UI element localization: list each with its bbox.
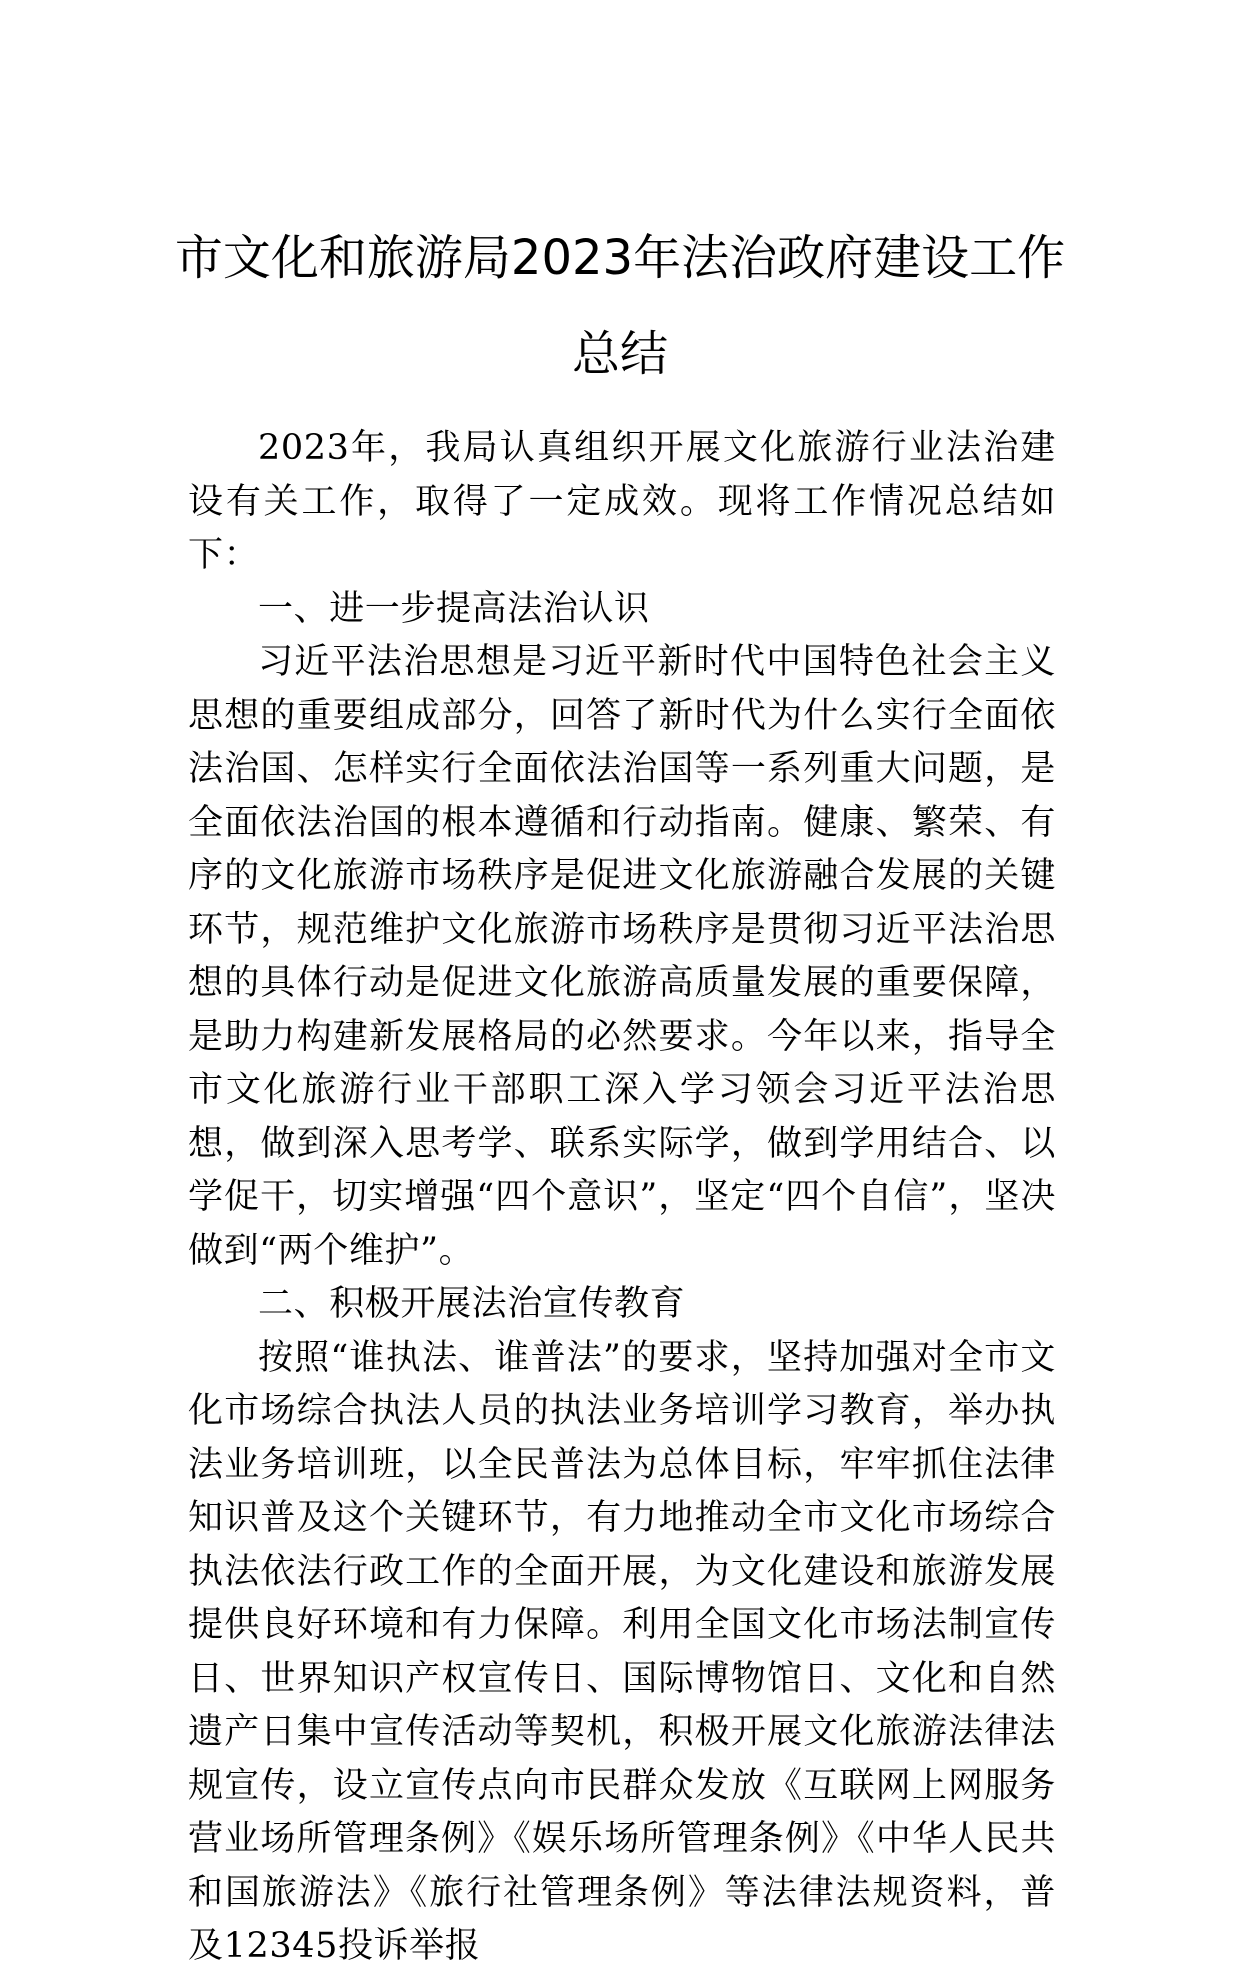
intro-paragraph: 2023年，我局认真组织开展文化旅游行业法治建设有关工作，取得了一定成效。现将工作情况总结如下： [188, 428, 1056, 575]
document-title-line-1: 市文化和旅游局2023年法治政府建设工作 [174, 230, 1066, 286]
section-heading-1: 一、进一步提高法治认识 [258, 588, 650, 629]
document-body [188, 422, 1056, 1974]
section-heading-2: 二、积极开展法治宣传教育 [258, 1284, 686, 1324]
section-1-paragraph: 习近平法治思想是习近平新时代中国特色社会主义思想的重要组成部分，回答了新时代为什么实行全面依法治国、怎样实行全面依法治国等一系列重大问题，是全面依法治国的根本遵循和行动指南。健康、繁荣、有序的文化旅游市场秩序是促进文化旅游融合发展的关键环节，规范维护文化旅游市场秩序是贯彻习近平法治思想的具体行动是促进文化旅游高质量发展的重要保障，是助力构建新发展格局的必然要求。今年以来，指导全市文化旅游行业干部职工深入学习领会习近平法治思想，做到深入思考学、联系实际学，做到学用结合、以学促干，切实增强“四个意识”，坚定“四个自信”，坚决做到“两个维护”。 [188, 642, 1056, 1271]
document-title [160, 210, 1080, 402]
section-2-paragraph: 按照“谁执法、谁普法”的要求，坚持加强对全市文化市场综合执法人员的执法业务培训学习教育，举办执法业务培训班，以全民普法为总体目标，牢牢抓住法律知识普及这个关键环节，有力地推动全市文化市场综合执法依法行政工作的全面开展，为文化建设和旅游发展提供良好环境和有力保障。利用全国文化市场法制宣传日、世界知识产权宣传日、国际博物馆日、文化和自然遗产日集中宣传活动等契机，积极开展文化旅游法律法规宣传，设立宣传点向市民群众发放《互联网上网服务营业场所管理条例》《娱乐场所管理条例》《中华人民共和国旅游法》《旅行社管理条例》等法律法规资料，普及12345投诉举报 [188, 1337, 1056, 1966]
document-title-line-2: 总结 [571, 326, 668, 382]
